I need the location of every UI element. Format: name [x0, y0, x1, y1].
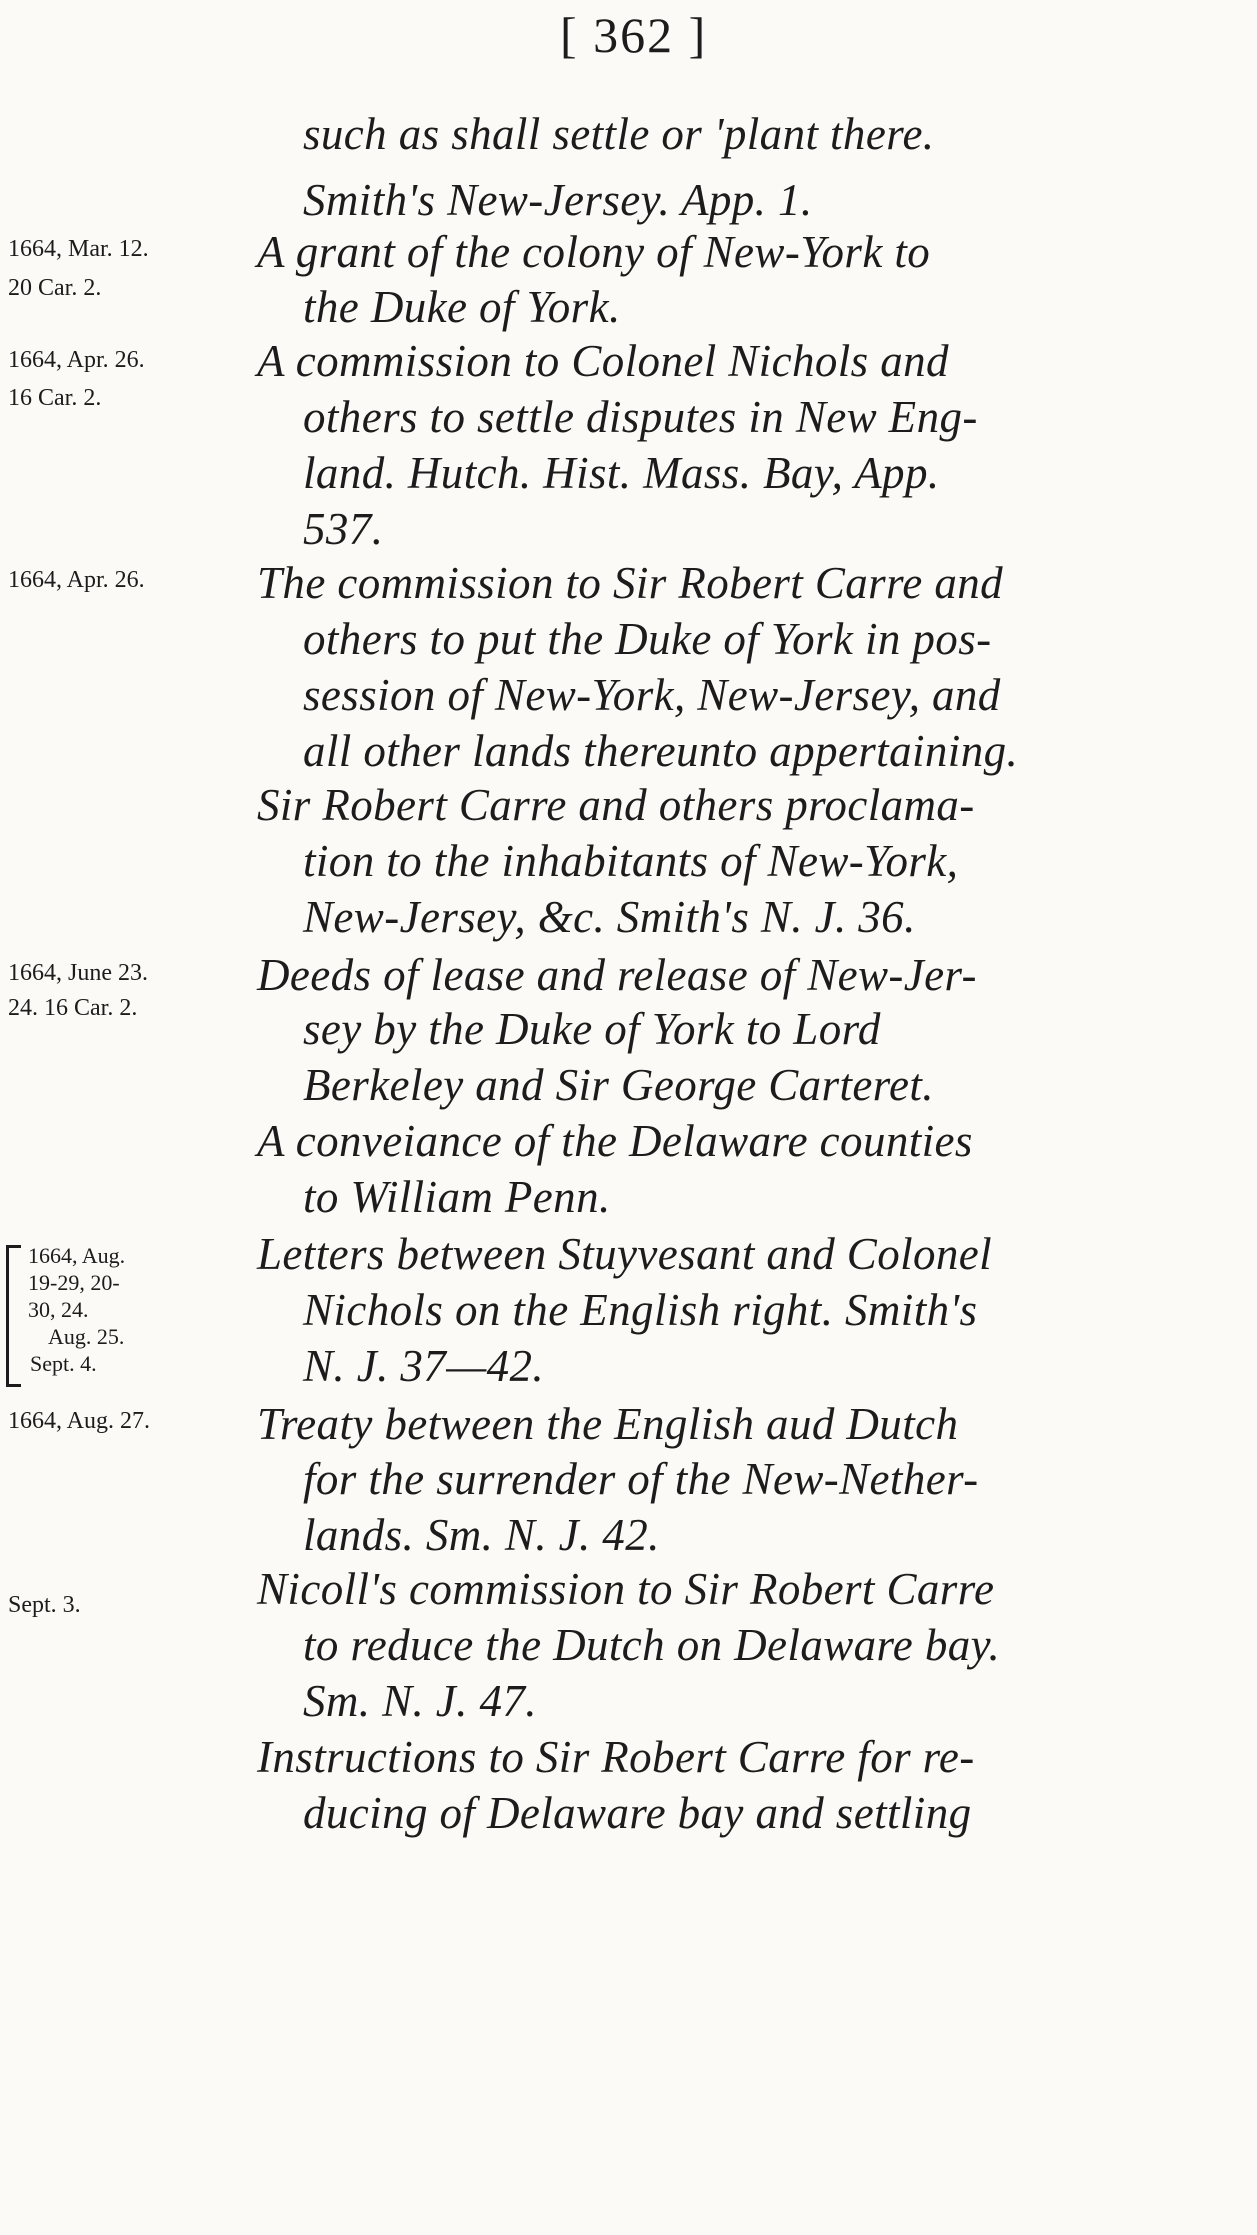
entry-text-line: New-Jersey, &c. Smith's N. J. 36. — [303, 892, 916, 942]
date-bracket — [6, 1245, 21, 1387]
margin-date: 16 Car. 2. — [8, 385, 102, 411]
margin-date: Aug. 25. — [48, 1324, 125, 1349]
entry-text-line: tion to the inhabitants of New-York, — [303, 836, 959, 886]
entry-text-line: Instructions to Sir Robert Carre for re- — [257, 1732, 975, 1782]
entry-text-line: for the surrender of the New-Nether- — [303, 1454, 979, 1504]
entry-text-line: others to put the Duke of York in pos- — [303, 614, 992, 664]
entry-text-line: the Duke of York. — [303, 282, 621, 332]
entry-text-line: ducing of Delaware bay and settling — [303, 1788, 972, 1838]
entry-text-line: all other lands thereunto appertaining. — [303, 726, 1019, 776]
entry-text-line: Nichols on the English right. Smith's — [303, 1285, 978, 1335]
entry-text-line: Treaty between the English aud Dutch — [257, 1399, 959, 1449]
entry-text-line: Letters between Stuyvesant and Colonel — [257, 1229, 993, 1279]
entry-text-line: A conveiance of the Delaware counties — [257, 1116, 973, 1166]
entry-text-line: lands. Sm. N. J. 42. — [303, 1510, 660, 1560]
margin-date: Sept. 4. — [30, 1351, 97, 1376]
entry-text-line: land. Hutch. Hist. Mass. Bay, App. — [303, 448, 940, 498]
entry-text-line: Sm. N. J. 47. — [303, 1676, 537, 1726]
entry-text-line: Sir Robert Carre and others proclama- — [257, 780, 975, 830]
margin-date: 1664, Mar. 12. — [8, 236, 149, 262]
entry-text-line: Berkeley and Sir George Carteret. — [303, 1060, 934, 1110]
entry-text-line: such as shall settle or 'plant there. — [303, 109, 935, 159]
entry-text-line: Nicoll's commission to Sir Robert Carre — [257, 1564, 995, 1614]
entry-text-line: A commission to Colonel Nichols and — [257, 336, 949, 386]
entry-text-line: Smith's New-Jersey. App. 1. — [303, 175, 813, 225]
margin-date: 1664, Apr. 26. — [8, 567, 145, 593]
entry-text-line: to William Penn. — [303, 1172, 611, 1222]
entry-text-line: session of New-York, New-Jersey, and — [303, 670, 1001, 720]
margin-date: 20 Car. 2. — [8, 275, 102, 301]
entry-text-line: 537. — [303, 504, 384, 554]
margin-date: 1664, Apr. 26. — [8, 347, 145, 373]
page-number: [ 362 ] — [560, 7, 708, 63]
entry-text-line: A grant of the colony of New-York to — [257, 227, 931, 277]
margin-date: 1664, Aug. 27. — [8, 1408, 151, 1434]
entry-text-line: to reduce the Dutch on Delaware bay. — [303, 1620, 1001, 1670]
margin-date: 1664, Aug. — [28, 1243, 126, 1268]
margin-date: 19-29, 20- — [28, 1270, 120, 1295]
entry-text-line: others to settle disputes in New Eng- — [303, 392, 978, 442]
entry-text-line: The commission to Sir Robert Carre and — [257, 558, 1004, 608]
entry-text-line: Deeds of lease and release of New-Jer- — [257, 950, 977, 1000]
entry-text-line: N. J. 37—42. — [303, 1341, 545, 1391]
margin-date: 1664, June 23. — [8, 960, 148, 986]
entry-text-line: sey by the Duke of York to Lord — [303, 1004, 881, 1054]
margin-date: 30, 24. — [28, 1297, 89, 1322]
margin-date: 24. 16 Car. 2. — [8, 995, 138, 1021]
margin-date: Sept. 3. — [8, 1592, 81, 1618]
